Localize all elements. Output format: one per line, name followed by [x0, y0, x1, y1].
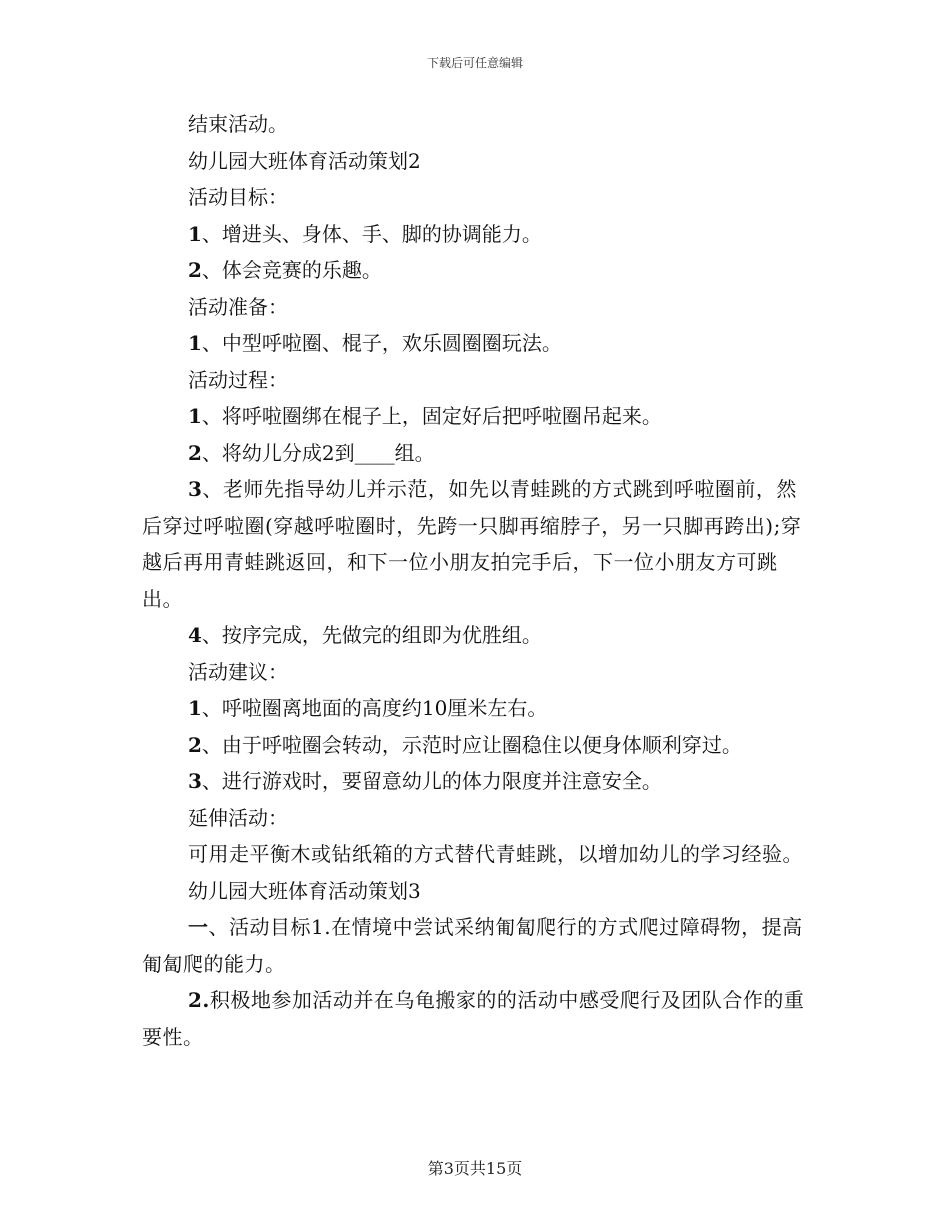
item-text: 、体会竞赛的乐趣。 — [201, 258, 382, 282]
list-item — [142, 398, 812, 435]
item-number: 3 — [188, 769, 202, 793]
list-item — [142, 727, 812, 764]
section-title: 幼儿园大班体育活动策划3 — [188, 878, 421, 903]
section-heading: 活动目标： — [188, 185, 288, 209]
section-title: 幼儿园大班体育活动策划2 — [188, 148, 421, 173]
item-text: 、呼啦圈离地面的高度约10厘米左右。 — [201, 696, 548, 720]
item-number: 3 — [188, 477, 203, 501]
text-paragraph: 可用走平衡木或钻纸箱的方式替代青蛙跳，以增加幼儿的学习经验。 — [188, 842, 803, 866]
section-heading: 活动建议： — [188, 659, 288, 684]
list-paragraph — [142, 909, 812, 982]
list-item — [142, 690, 812, 727]
section-heading: 活动过程： — [188, 367, 288, 392]
document-body — [142, 106, 812, 1055]
item-number: 4 — [188, 623, 202, 647]
item-number: 1 — [188, 331, 202, 355]
item-text: 、由于呼啦圈会转动，示范时应让圈稳住以便身体顺利穿过。 — [201, 732, 742, 757]
section-heading: 活动准备： — [188, 294, 288, 319]
item-number: 1 — [188, 221, 202, 246]
list-paragraph — [142, 471, 812, 617]
item-text: 、进行游戏时，要留意幼儿的体力限度并注意安全。 — [201, 769, 662, 793]
item-text: 、将幼儿分成2到____组。 — [201, 440, 435, 465]
list-item — [142, 617, 812, 654]
item-text: 、增进头、身体、手、脚的协调能力。 — [201, 221, 542, 246]
item-number: 一 — [188, 915, 209, 939]
item-text: 、将呼啦圈绑在棍子上，固定好后把呼啦圈吊起来。 — [201, 404, 662, 428]
item-text: 、老师先指导幼儿并示范，如先以青蛙跳的方式跳到呼啦圈前，然后穿过呼啦圈(穿越呼啦圈时，先跨一只脚再缩脖子，另一只脚再跨出);穿越后再用青蛙跳返回，和下一位小朋友拍完手后，下一位小朋友方可跳出。 — [142, 477, 802, 611]
page-number: 第3页共15页 — [427, 1159, 523, 1178]
text-line: 结束活动。 — [188, 112, 288, 136]
list-paragraph — [142, 982, 812, 1055]
item-text: 、中型呼啦圈、棍子，欢乐圆圈圈玩法。 — [201, 331, 562, 355]
list-item — [142, 252, 812, 289]
section-heading: 延伸活动： — [188, 805, 288, 830]
item-number: 2 — [188, 258, 202, 282]
list-item — [142, 435, 812, 472]
item-text: 、活动目标1.在情境中尝试采纳匍匐爬行的方式爬过障碍物，提高匍匐爬的能力。 — [142, 915, 803, 976]
list-item — [142, 216, 812, 253]
list-item — [142, 763, 812, 800]
item-number: 2 — [188, 732, 202, 757]
item-number: 1 — [188, 404, 202, 428]
item-text: 、按序完成，先做完的组即为优胜组。 — [201, 623, 542, 647]
item-text: 积极地参加活动并在乌龟搬家的的活动中感受爬行及团队合作的重要性。 — [142, 988, 805, 1049]
list-item — [142, 325, 812, 362]
page-header: 下载后可任意编辑 — [426, 56, 523, 70]
item-number: 1 — [188, 696, 202, 720]
item-number: 2 — [188, 440, 202, 465]
item-number: 2. — [188, 988, 210, 1012]
